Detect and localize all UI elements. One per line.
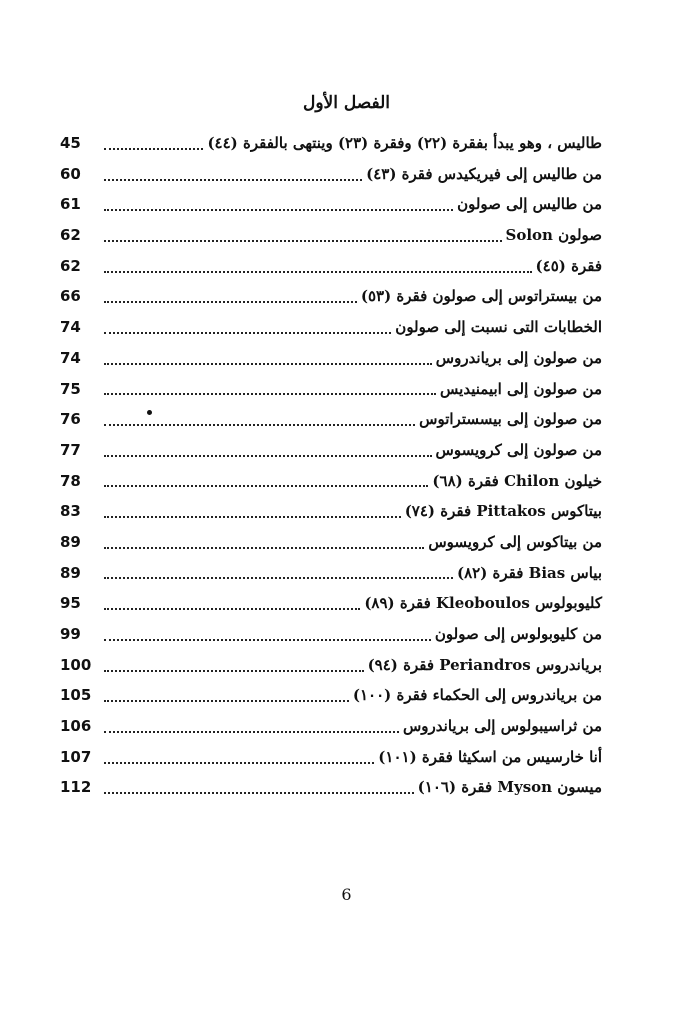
toc-entry (60, 466, 602, 497)
dot-leader (104, 546, 424, 549)
toc-entry-page: 106 (60, 717, 92, 736)
toc-entry (60, 588, 602, 619)
dot-leader (104, 669, 364, 672)
toc-entry-page: 60 (60, 164, 81, 183)
toc-entry (60, 680, 602, 711)
toc-entry (60, 220, 602, 251)
toc-entry (60, 558, 602, 589)
toc-entry-title: بيتاكوس Pittakos فقرة (٧٤) (404, 502, 602, 521)
toc-entry-title: من برياندروس إلى الحكماء فقرة (١٠٠) (352, 686, 602, 705)
dot-leader (104, 178, 362, 181)
toc-entry-page: 100 (60, 655, 92, 674)
toc-entry-page: 78 (60, 471, 81, 490)
dot-leader (104, 423, 415, 426)
toc-entry (60, 189, 602, 220)
toc-entry-page: 75 (60, 379, 81, 398)
toc-entry-page: 76 (60, 410, 81, 429)
toc-entry (60, 496, 602, 527)
dot-leader (104, 392, 436, 395)
toc-entry-page: 83 (60, 502, 81, 521)
dot-leader (104, 791, 414, 794)
dot-leader (104, 239, 502, 242)
toc-entry-title: من صولون إلى بيسستراتوس (419, 410, 602, 429)
toc-entry (60, 619, 602, 650)
toc-entry-page: 61 (60, 195, 81, 214)
dot-leader (104, 607, 360, 610)
toc-entry-page: 66 (60, 287, 81, 306)
toc-entry-page: 74 (60, 348, 81, 367)
toc-entry-title: من صولون إلى برياندروس (435, 348, 602, 367)
toc-entry-title: من صولون إلى كرويسوس (435, 440, 602, 459)
toc-entry (60, 128, 602, 159)
scan-speck (147, 410, 152, 415)
toc-entry-title: صولون Solon (505, 226, 602, 245)
toc-entry (60, 159, 602, 190)
toc-entry-page: 105 (60, 686, 92, 705)
toc-entry (60, 742, 602, 773)
toc-entry (60, 312, 602, 343)
dot-leader (104, 730, 399, 733)
toc-entry-page: 77 (60, 440, 81, 459)
dot-leader (104, 362, 432, 365)
toc-entry-page: 74 (60, 318, 81, 337)
page-number: 6 (341, 885, 352, 904)
toc-entry-page: 62 (60, 256, 81, 275)
toc-entry (60, 251, 602, 282)
toc-entry-title: من بيتاكوس إلى كرويسوس (428, 532, 602, 551)
toc-entry-page: 62 (60, 226, 81, 245)
chapter-title: الفصل الأول (302, 93, 391, 113)
toc-entry-title: من صولون إلى ابيمنيديس (440, 379, 602, 398)
toc-entry (60, 650, 602, 681)
toc-entry-page: 89 (60, 532, 81, 551)
toc-entry-title: ميسون Myson فقرة (١٠٦) (417, 778, 602, 797)
dot-leader (104, 270, 532, 273)
toc-entry-title: أنا خارسيس من اسكيثا فقرة (١٠١) (378, 747, 602, 766)
toc-entry (60, 404, 602, 435)
dot-leader (104, 761, 374, 764)
toc-entry-title: كليوبولوس Kleoboulos فقرة (٨٩) (364, 594, 602, 613)
toc-entry-title: الخطابات التى نسبت إلى صولون (395, 318, 602, 337)
toc-entry (60, 281, 602, 312)
dot-leader (104, 331, 391, 334)
dot-leader (104, 638, 431, 641)
dot-leader (104, 300, 357, 303)
dot-leader (104, 576, 453, 579)
toc-entry-title: طاليس ، وهو يبدأ بفقرة (٢٢) وفقرة (٢٣) وينتهى بالفقرة (٤٤) (207, 134, 602, 152)
dot-leader (104, 147, 203, 150)
toc-entry-page: 107 (60, 747, 92, 766)
toc-entry (60, 527, 602, 558)
dot-leader (104, 484, 428, 487)
toc-entry-title: خيلون Chilon فقرة (٦٨) (432, 471, 602, 490)
toc-entry-title: من ثراسيبولوس إلى برياندروس (402, 717, 602, 736)
toc-entry-title: بياس Bias فقرة (٨٢) (456, 563, 602, 582)
toc-entry-page: 112 (60, 778, 92, 797)
toc-entry (60, 374, 602, 405)
toc-entry (60, 343, 602, 374)
toc-entry-title: من كليوبولوس إلى صولون (434, 625, 602, 643)
dot-leader (104, 454, 432, 457)
toc-entry-title: من بيستراتوس إلى صولون فقرة (٥٣) (360, 287, 602, 306)
toc-entry-title: فقرة (٤٥) (535, 256, 602, 275)
toc-entry-title: من طاليس إلى صولون (457, 195, 602, 214)
toc-entry-title: برياندروس Periandros فقرة (٩٤) (367, 655, 602, 674)
dot-leader (104, 515, 401, 518)
toc-entry-page: 95 (60, 594, 81, 613)
table-of-contents (60, 128, 602, 803)
toc-entry (60, 435, 602, 466)
toc-entry (60, 772, 602, 803)
toc-entry-page: 45 (60, 134, 81, 152)
dot-leader (104, 699, 349, 702)
toc-entry-title: من طاليس إلى فيريكيدس فقرة (٤٣) (366, 164, 602, 183)
toc-entry-page: 99 (60, 625, 81, 643)
toc-entry-page: 89 (60, 563, 81, 582)
dot-leader (104, 208, 453, 211)
toc-entry (60, 711, 602, 742)
